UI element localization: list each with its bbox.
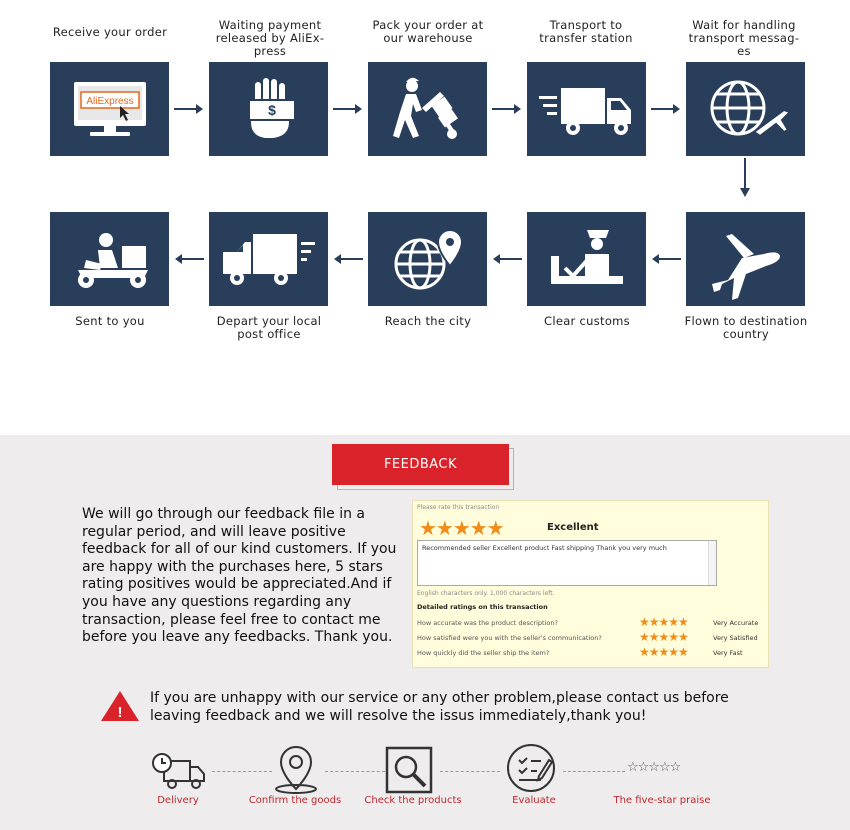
step-connector: [325, 771, 385, 772]
rating-result: Very Satisfied: [713, 634, 758, 642]
step-label-clear-customs: Clear customs: [544, 314, 630, 328]
svg-text:$: $: [268, 102, 276, 118]
airplane-icon: [686, 212, 805, 306]
rating-result: Very Fast: [713, 649, 743, 657]
rating-stars: ★★★★★: [639, 615, 688, 629]
truck-clock-icon: [150, 751, 208, 793]
step-label-transport: Transport to transfer station: [539, 18, 633, 45]
overall-rating-label: Excellent: [547, 522, 599, 533]
customs-officer-icon: [527, 212, 646, 306]
step-box-wait-handling: [686, 62, 805, 156]
char-count-note: English characters only. 1,000 characters left.: [417, 590, 555, 597]
checklist-pen-icon: [505, 742, 557, 794]
rating-screenshot: [412, 500, 769, 668]
rating-question: How satisfied were you with the seller's communication?: [417, 634, 602, 642]
svg-text:AliExpress: AliExpress: [86, 96, 134, 107]
fast-truck-icon: [527, 62, 646, 156]
step-box-waiting-payment: [209, 62, 328, 156]
location-pin-icon: [270, 745, 322, 795]
hand-money-icon: [209, 62, 328, 156]
feedback-body-text: We will go through our feedback file in a regular period, and will leave positive feedback for all of our kind customers. If you are happy with the purchases here, 5 stars rating positives would be appreciated.And if you have any questions regarding any transaction, please feel free to contact me before you leave any feedbacks. Thank you.: [82, 506, 397, 646]
arrow-left: [651, 253, 681, 265]
rating-row: [417, 617, 767, 631]
detail-title: Detailed ratings on this transaction: [417, 603, 548, 611]
step-connector: [212, 771, 272, 772]
step-check-label: Check the products: [364, 795, 462, 806]
rating-prompt: Please rate this transaction: [417, 504, 500, 511]
step-label-reach-city: Reach the city: [384, 314, 472, 328]
step-label-sent-to-you: Sent to you: [75, 314, 145, 328]
arrow-right: [492, 103, 522, 115]
comment-text: Recommended seller Excellent product Fast shipping Thank you very much: [422, 544, 667, 552]
computer-aliexpress-icon: [50, 62, 169, 156]
rating-stars: ★★★★★: [639, 630, 688, 644]
arrow-left: [492, 253, 522, 265]
overall-stars: ★★★★★: [419, 516, 504, 540]
warning-icon: [100, 690, 140, 722]
step-label-flown: Flown to destination country: [684, 314, 808, 341]
step-five-star-label: The five-star praise: [613, 795, 711, 806]
step-box-pack-order: [368, 62, 487, 156]
rating-question: How quickly did the seller ship the item?: [417, 649, 550, 657]
arrow-right: [333, 103, 363, 115]
step-confirm-label: Confirm the goods: [248, 795, 342, 806]
worker-handtruck-icon: [368, 62, 487, 156]
svg-text:!: !: [117, 704, 123, 721]
step-label-waiting-payment: Waiting payment released by AliEx- press: [215, 18, 325, 58]
step-label-depart-post: Depart your local post office: [216, 314, 322, 341]
step-box-sent-to-you: [50, 212, 169, 306]
step-box-depart-post: [209, 212, 328, 306]
magnifier-icon: [385, 746, 433, 794]
rating-result: Very Accurate: [713, 619, 759, 627]
courier-scooter-icon: [50, 212, 169, 306]
delivery-truck-icon: [209, 212, 328, 306]
step-evaluate-label: Evaluate: [512, 795, 556, 806]
step-box-flown: [686, 212, 805, 306]
warning-text: If you are unhappy with our service or any other problem,please contact us before leaving feedback and we will resolve the issus immediately,thank you!: [150, 690, 729, 724]
globe-pin-icon: [368, 212, 487, 306]
five-stars-icon: ☆☆☆☆☆: [627, 760, 681, 775]
step-connector: [563, 771, 625, 772]
arrow-down: [739, 158, 751, 198]
rating-row: [417, 647, 767, 661]
comment-textarea: [417, 540, 717, 586]
step-label-wait-handling: Wait for handling transport messag- es: [688, 18, 800, 58]
globe-plane-icon: [686, 62, 805, 156]
textarea-scrollbar: [708, 541, 716, 585]
arrow-left: [174, 253, 204, 265]
step-delivery-label: Delivery: [157, 795, 199, 806]
rating-question: How accurate was the product description?: [417, 619, 558, 627]
arrow-right: [174, 103, 204, 115]
rating-row: [417, 632, 767, 646]
arrow-right: [651, 103, 681, 115]
feedback-title: FEEDBACK: [332, 444, 509, 485]
step-label-pack-order: Pack your order at our warehouse: [372, 18, 484, 45]
step-label-receive-order: Receive your order: [52, 25, 168, 39]
step-box-transport: [527, 62, 646, 156]
step-box-receive-order: [50, 62, 169, 156]
step-box-clear-customs: [527, 212, 646, 306]
rating-stars: ★★★★★: [639, 645, 688, 659]
step-connector: [440, 771, 500, 772]
arrow-left: [333, 253, 363, 265]
step-box-reach-city: [368, 212, 487, 306]
